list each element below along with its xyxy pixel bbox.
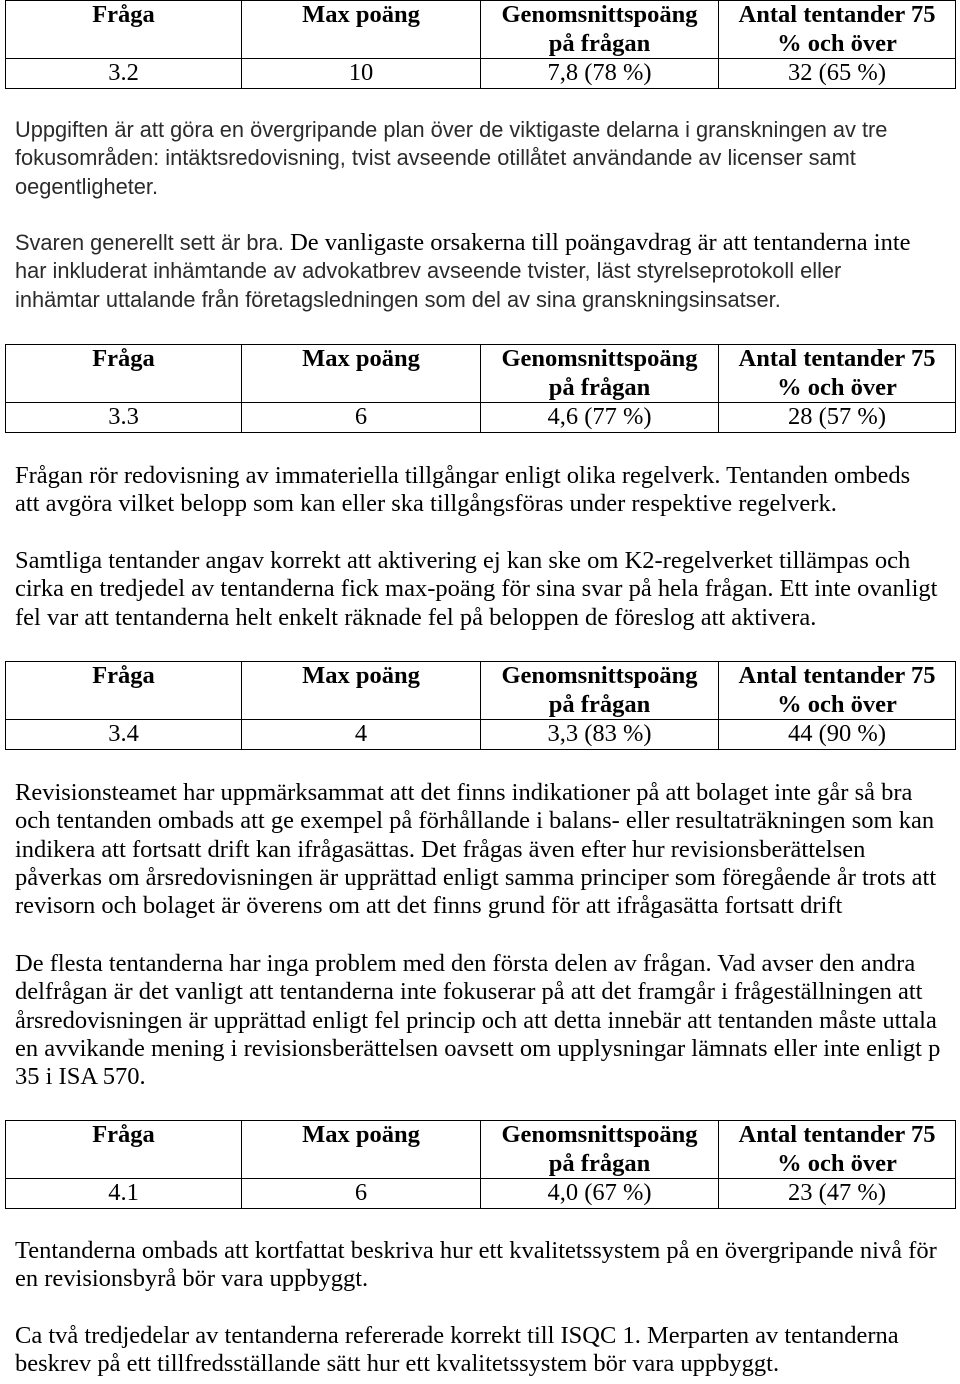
header-label: Antal tentander 75 (738, 345, 936, 372)
header-label: på frågan (548, 29, 651, 57)
cell-max-points: 4 (242, 720, 481, 750)
cell-question: 3.4 (6, 720, 242, 750)
paragraph-line: fokusområden: intäktsredovisning, tvist avseende otillåtet användande av licenser samt (15, 145, 856, 171)
cell-max-points: 6 (242, 403, 481, 433)
paragraph-line: indikera att fortsatt drift kan ifrågasättas. Det frågas även efter hur revisionsberättelsen (15, 835, 866, 863)
header-label: Max poäng (302, 1, 420, 28)
header-candidates-above-75 (719, 662, 956, 720)
table-row (6, 1179, 956, 1209)
results-table-4-1 (5, 1120, 956, 1209)
header-average-points (481, 1121, 719, 1179)
header-label: Fråga (92, 1121, 155, 1148)
paragraph-assessment-comment (15, 950, 940, 1091)
sentence-segment: De vanligaste orsakerna till poängavdrag är att tentanderna inte (290, 229, 911, 256)
header-question (6, 345, 242, 403)
header-label: Antal tentander 75 (738, 1, 936, 28)
paragraph-task-description (15, 1237, 937, 1294)
paragraph-line: revisorn och bolaget är överens om att det finns grund för att ifrågasätta fortsatt drift (15, 892, 843, 920)
paragraph-line: Tentanderna ombads att kortfattat beskriva hur ett kvalitetssystem på en övergripande nivå för (15, 1237, 937, 1264)
cell-question: 3.3 (6, 403, 242, 433)
paragraph-line: Ca två tredjedelar av tentanderna refererade korrekt till ISQC 1. Merparten av tentanderna (15, 1322, 899, 1349)
cell-question: 3.2 (6, 59, 242, 89)
header-label: Antal tentander 75 (738, 662, 936, 689)
cell-average-points: 4,6 (77 %) (481, 403, 719, 433)
paragraph-line: en avvikande mening i revisionsberättelsen oavsett om upplysningar lämnats eller inte enligt p (15, 1034, 941, 1062)
cell-average-points: 4,0 (67 %) (481, 1179, 719, 1209)
paragraph-line: 35 i ISA 570. (15, 1063, 146, 1091)
paragraph-line: Revisionsteamet har uppmärksammat att det finns indikationer på att bolaget inte går så bra (15, 779, 913, 806)
header-question (6, 1121, 242, 1179)
header-candidates-above-75 (719, 1121, 956, 1179)
paragraph-line (15, 229, 911, 257)
header-label: Max poäng (302, 345, 420, 372)
cell-question: 4.1 (6, 1179, 242, 1209)
paragraph-line: påverkas om årsredovisningen är upprättad enligt samma principer som föregående år trots att (15, 863, 937, 891)
header-label: % och över (777, 690, 897, 718)
paragraph-line: årsredovisningen är upprättad enligt fel princip och att detta innebär att tentanden måste uttala (15, 1006, 937, 1034)
paragraph-line: att avgöra vilket belopp som kan eller ska tillgångsföras under respektive regelverk. (15, 490, 837, 518)
header-label: Fråga (92, 1, 155, 28)
header-label: Genomsnittspoäng (501, 1, 698, 28)
paragraph-line: Uppgiften är att göra en övergripande plan över de viktigaste delarna i granskningen av tre (15, 117, 888, 142)
paragraph-assessment-comment (15, 547, 937, 632)
paragraph-line: har inkluderat inhämtande av advokatbrev avseende tvister, läst styrelseprotokoll eller (15, 258, 842, 284)
table-header-row (6, 345, 956, 403)
header-max-points (242, 1, 481, 59)
header-label: Genomsnittspoäng (501, 1121, 698, 1148)
paragraph-assessment-comment (15, 1322, 899, 1379)
header-label: Fråga (92, 662, 155, 689)
header-label: Fråga (92, 345, 155, 372)
paragraph-line: delfrågan är det vanligt att tentanderna inte fokuserar på att det framgår i frågeställningen att (15, 978, 923, 1006)
header-label: Max poäng (302, 662, 420, 689)
cell-candidates-above-75: 28 (57 %) (719, 403, 956, 433)
header-label: Genomsnittspoäng (501, 662, 698, 689)
cell-average-points: 3,3 (83 %) (481, 720, 719, 750)
cell-candidates-above-75: 23 (47 %) (719, 1179, 956, 1209)
paragraph-line: oegentligheter. (15, 173, 159, 199)
header-label: % och över (777, 1149, 897, 1177)
header-average-points (481, 662, 719, 720)
header-label: på frågan (548, 690, 651, 718)
paragraph-line: och tentanden ombads att ge exempel på förhållande i balans- eller resultaträkningen som kan (15, 807, 935, 835)
header-candidates-above-75 (719, 1, 956, 59)
cell-max-points: 10 (242, 59, 481, 89)
paragraph-task-description (15, 116, 887, 201)
paragraph-line: fel var att tentanderna helt enkelt räknade fel på beloppen de föreslog att aktivera. (15, 603, 817, 631)
cell-candidates-above-75: 44 (90 %) (719, 720, 956, 750)
header-max-points (242, 345, 481, 403)
paragraph-task-description (15, 462, 910, 519)
header-label: Antal tentander 75 (738, 1121, 936, 1148)
header-question (6, 1, 242, 59)
header-average-points (481, 345, 719, 403)
header-candidates-above-75 (719, 345, 956, 403)
paragraph-line: Samtliga tentander angav korrekt att aktivering ej kan ske om K2-regelverket tillämpas och (15, 547, 911, 574)
paragraph-line: Frågan rör redovisning av immateriella tillgångar enligt olika regelverk. Tentanden ombeds (15, 462, 911, 489)
paragraph-line: beskrev på ett tillfredsställande sätt hur ett kvalitetssystem bör vara uppbyggt. (15, 1350, 780, 1378)
header-label: på frågan (548, 373, 651, 401)
results-table-3-2 (5, 0, 956, 89)
cell-max-points: 6 (242, 1179, 481, 1209)
table-row (6, 720, 956, 750)
results-table-3-4 (5, 661, 956, 750)
paragraph-assessment-comment (15, 229, 911, 314)
results-table-3-3 (5, 344, 956, 433)
header-label: % och över (777, 373, 897, 401)
header-question (6, 662, 242, 720)
cell-candidates-above-75: 32 (65 %) (719, 59, 956, 89)
table-header-row (6, 1, 956, 59)
paragraph-task-description (15, 779, 936, 920)
header-label: Genomsnittspoäng (501, 345, 698, 372)
paragraph-line: inhämtar uttalande från företagsledningen som del av sina granskningsinsatser. (15, 286, 781, 312)
paragraph-line: cirka en tredjedel av tentanderna fick max-poäng för sina svar på hela frågan. Ett inte ovanligt (15, 575, 938, 603)
header-average-points (481, 1, 719, 59)
table-header-row (6, 1121, 956, 1179)
header-max-points (242, 1121, 481, 1179)
paragraph-line: De flesta tentanderna har inga problem med den första delen av frågan. Vad avser den andra (15, 950, 916, 977)
header-label: Max poäng (302, 1121, 420, 1148)
table-header-row (6, 662, 956, 720)
table-row (6, 403, 956, 433)
paragraph-line: en revisionsbyrå bör vara uppbyggt. (15, 1265, 369, 1293)
header-max-points (242, 662, 481, 720)
header-label: på frågan (548, 1149, 651, 1177)
header-label: % och över (777, 29, 897, 57)
cell-average-points: 7,8 (78 %) (481, 59, 719, 89)
table-row (6, 59, 956, 89)
sentence-segment: Svaren generellt sett är bra. (15, 230, 284, 255)
